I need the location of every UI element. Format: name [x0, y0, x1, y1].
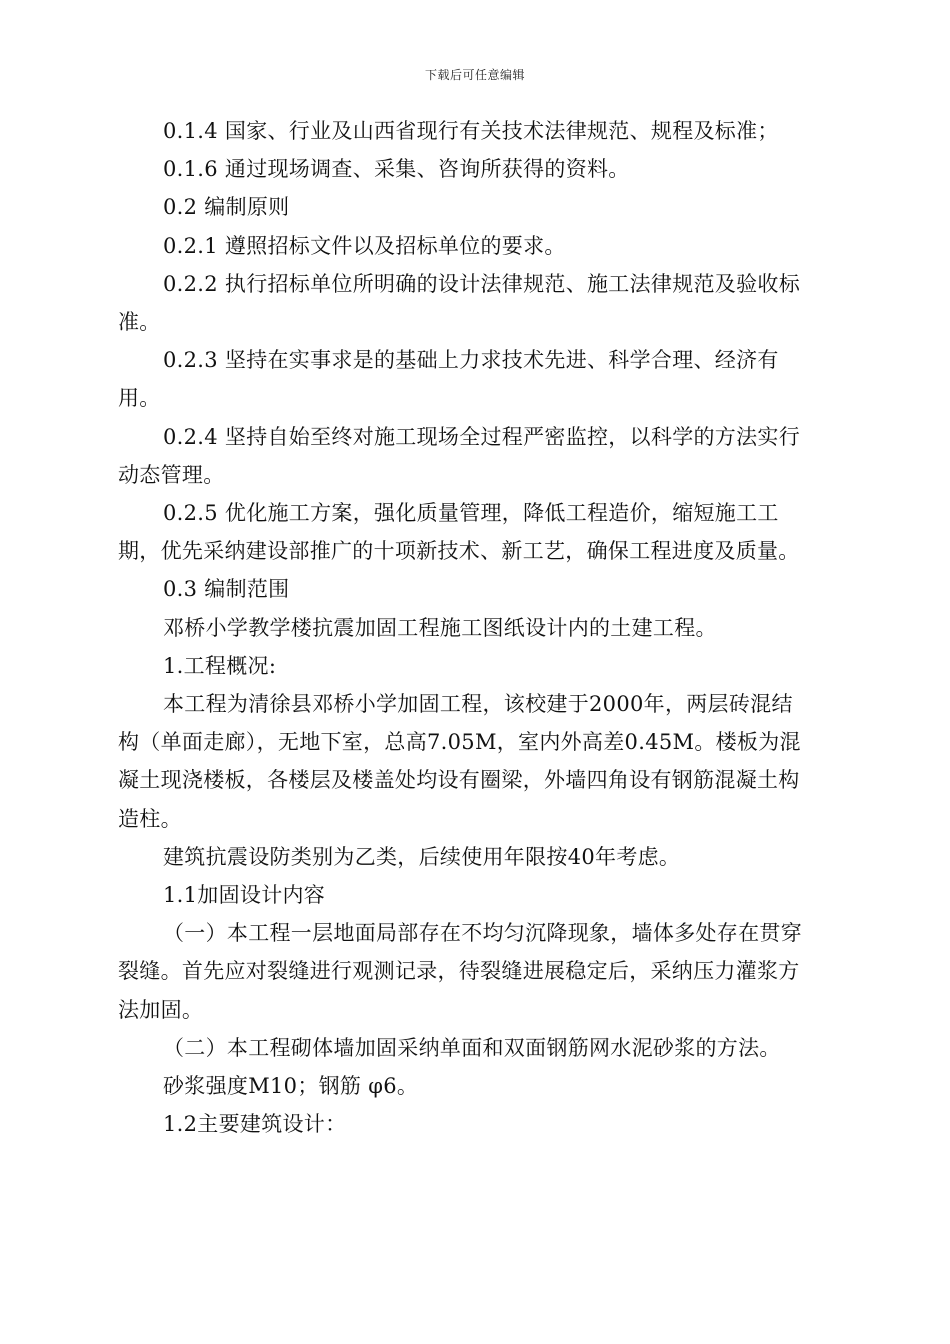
section-heading: 0.3 编制范围: [163, 577, 290, 602]
paragraph: 0.2.2 执行招标单位所明确的设计法律规范、施工法律规范及验收标准。: [118, 271, 801, 335]
paragraph: 0.2.4 坚持自始至终对施工现场全过程严密监控，以科学的方法实行动态管理。: [118, 424, 801, 487]
paragraph: （二）本工程砌体墙加固采纳单面和双面钢筋网水泥砂浆的方法。: [163, 1035, 781, 1060]
section-heading: 1.1加固设计内容: [163, 883, 326, 908]
paragraph: 砂浆强度M10；钢筋 φ6。: [163, 1074, 419, 1099]
paragraph: （一）本工程一层地面局部存在不均匀沉降现象，墙体多处存在贯穿裂缝。首先应对裂缝进行观测记录，待裂缝进展稳定后，采纳压力灌浆方法加固。: [118, 921, 802, 1022]
paragraph: 0.2.3 坚持在实事求是的基础上力求技术先进、科学合理、经济有用。: [118, 348, 779, 411]
section-heading: 1.2主要建筑设计：: [163, 1112, 347, 1137]
paragraph: 0.1.6 通过现场调查、采集、咨询所获得的资料。: [163, 157, 630, 182]
paragraph: 0.2.1 遵照招标文件以及招标单位的要求。: [163, 233, 566, 258]
paragraph: 邓桥小学教学楼抗震加固工程施工图纸设计内的土建工程。: [163, 615, 717, 640]
document-body: [118, 112, 810, 1143]
page-header-note: 下载后可任意编辑: [424, 68, 525, 82]
paragraph: 0.1.4 国家、行业及山西省现行有关技术法律规范、规程及标准；: [163, 119, 779, 143]
section-heading: 0.2 编制原则: [163, 195, 290, 220]
paragraph: 0.2.5 优化施工方案，强化质量管理，降低工程造价，缩短施工工期，优先采纳建设部推广的十项新技术、新工艺，确保工程进度及质量。: [118, 501, 800, 564]
paragraph: 建筑抗震设防类别为乙类，后续使用年限按40年考虑。: [163, 844, 681, 869]
section-heading: 1.工程概况:: [163, 653, 277, 678]
paragraph: 本工程为清徐县邓桥小学加固工程，该校建于2000年，两层砖混结构（单面走廊），无地下室，总高7.05M，室内外高差0.45M。楼板为混凝土现浇楼板，各楼层及楼盖处均设有圈梁，外墙四角设有钢筋混凝土构造柱。: [118, 692, 801, 831]
